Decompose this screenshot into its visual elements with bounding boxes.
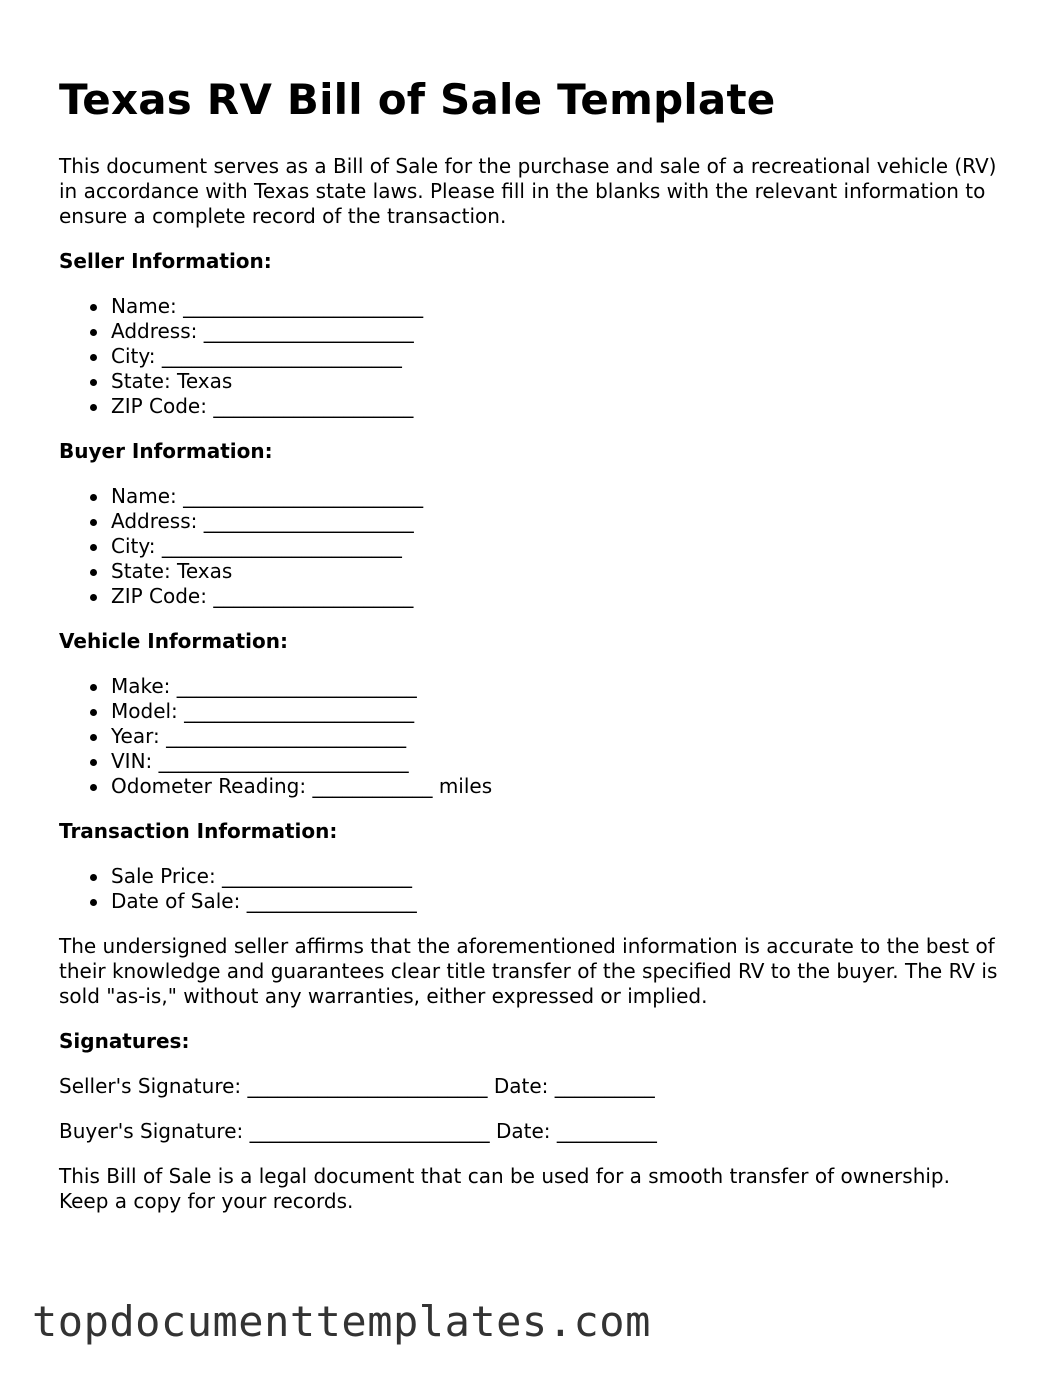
affirmation-paragraph: The undersigned seller affirms that the aforementioned information is accurate to the best of their knowledge and guarantees clear title transfer of the specified RV to the buyer. The RV is sold "as-is," without any warranties, either expressed or implied.: [59, 934, 998, 1008]
closing-paragraph: This Bill of Sale is a legal document that can be used for a smooth transfer of ownership. Keep a copy for your records.: [59, 1164, 950, 1213]
seller-address-field: Address: _____________________: [111, 319, 999, 344]
buyer-heading: Buyer Information:: [59, 439, 273, 463]
buyer-city-field: City: ________________________: [111, 534, 999, 559]
seller-city-field: City: ________________________: [111, 344, 999, 369]
seller-name-field: Name: ________________________: [111, 294, 999, 319]
seller-signature-line: Seller's Signature: ________________________ Date: __________: [59, 1074, 655, 1098]
vehicle-heading: Vehicle Information:: [59, 629, 288, 653]
page-title: Texas RV Bill of Sale Template: [59, 75, 776, 124]
buyer-name-field: Name: ________________________: [111, 484, 999, 509]
document-page: [59, 72, 999, 1234]
buyer-address-field: Address: _____________________: [111, 509, 999, 534]
watermark-text: topdocumenttemplates.com: [32, 1297, 651, 1346]
buyer-list: [59, 484, 999, 609]
buyer-signature-line: Buyer's Signature: ________________________ Date: __________: [59, 1119, 657, 1143]
sale-date-field: Date of Sale: _________________: [111, 889, 999, 914]
vehicle-make-field: Make: ________________________: [111, 674, 999, 699]
seller-zip-field: ZIP Code: ____________________: [111, 394, 999, 419]
seller-state-field: State: Texas: [111, 369, 999, 394]
transaction-list: [59, 864, 999, 914]
sale-price-field: Sale Price: ___________________: [111, 864, 999, 889]
seller-heading: Seller Information:: [59, 249, 272, 273]
seller-list: [59, 294, 999, 419]
vehicle-odometer-field: Odometer Reading: ____________ miles: [111, 774, 999, 799]
intro-paragraph: This document serves as a Bill of Sale for the purchase and sale of a recreational vehicle (RV) in accordance with Texas state laws. Please fill in the blanks with the relevant information to ensure a complete record of the transaction.: [59, 154, 997, 228]
vehicle-year-field: Year: ________________________: [111, 724, 999, 749]
transaction-heading: Transaction Information:: [59, 819, 338, 843]
buyer-state-field: State: Texas: [111, 559, 999, 584]
signatures-heading: Signatures:: [59, 1029, 190, 1053]
vehicle-model-field: Model: _______________________: [111, 699, 999, 724]
buyer-zip-field: ZIP Code: ____________________: [111, 584, 999, 609]
vehicle-vin-field: VIN: _________________________: [111, 749, 999, 774]
vehicle-list: [59, 674, 999, 799]
